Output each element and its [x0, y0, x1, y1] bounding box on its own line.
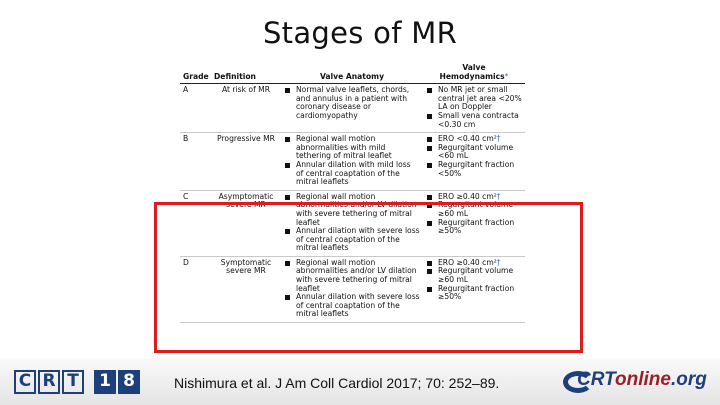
- cell-anatomy: [281, 133, 423, 191]
- cell-hemodynamics: [423, 133, 525, 191]
- bullet-text: Small vena contracta <0.30 cm: [438, 110, 519, 129]
- logo-text-suffix: .org: [670, 369, 707, 390]
- bullet-text: ERO <0.40 cm²: [438, 134, 497, 144]
- bullet-item: [284, 135, 420, 161]
- bullet-text: Annular dilation with severe loss of central coaptation of the mitral leaflets: [296, 292, 420, 319]
- bullet-text: Regurgitant fraction ≥50%: [438, 283, 515, 302]
- crt18-logo: [14, 368, 142, 396]
- highlight-box: [154, 202, 583, 353]
- bullet-text: Normal valve leaflets, chords, and annulus in a patient with coronary disease or cardiomyopathy: [296, 85, 410, 120]
- bullet-item: [426, 144, 522, 161]
- bullet-item: [426, 112, 522, 129]
- header-hemodynamics-line1: Valve: [462, 63, 486, 72]
- bullet-item: [284, 86, 420, 120]
- header-hemodynamics: [423, 64, 525, 84]
- logo-letter: R: [38, 370, 60, 394]
- table-row: [180, 133, 525, 191]
- bullet-text: Regional wall motion abnormalities and/or LV dilation with severe tethering of mitral leaflet: [296, 191, 417, 227]
- bullet-text: Regurgitant volume <60 mL: [438, 142, 514, 161]
- logo-letter: C: [14, 370, 36, 394]
- cell-definition: Progressive MR: [217, 134, 275, 144]
- logo-text-mid: online: [615, 369, 671, 390]
- table-row: [180, 84, 525, 133]
- bullet-text: No MR jet or small central jet area <20% LA on Doppler: [438, 85, 522, 112]
- header-anatomy: Valve Anatomy: [319, 71, 385, 81]
- logo-letter: 1: [94, 370, 116, 394]
- bullet-item: [426, 86, 522, 112]
- crtonline-logo: [563, 367, 707, 395]
- header-grade: Grade: [183, 71, 209, 81]
- bullet-item: [426, 161, 522, 178]
- cell-grade: D: [183, 257, 189, 267]
- bullet-text: Regurgitant fraction ≥50%: [438, 217, 515, 236]
- bullet-text: ERO ≥0.40 cm²: [438, 257, 497, 267]
- header-definition: Definition: [214, 71, 256, 81]
- cell-hemodynamics: [423, 84, 525, 133]
- cell-anatomy: [281, 84, 423, 133]
- logo-text-prefix: CRT: [577, 369, 615, 390]
- cell-grade: B: [183, 134, 189, 144]
- dagger-mark: †: [496, 134, 501, 144]
- bullet-text: Regurgitant fraction <50%: [438, 159, 515, 178]
- header-hemodynamics-line2: Hemodynamics: [439, 71, 505, 81]
- logo-letter: T: [62, 370, 84, 394]
- bullet-text: ERO ≥0.40 cm²: [438, 191, 497, 201]
- bullet-text: Regional wall motion abnormalities and/or LV dilation with severe tethering of mitral leaflet: [296, 257, 417, 293]
- dagger-mark: †: [496, 257, 501, 267]
- slide-title: Stages of MR: [262, 16, 458, 50]
- bullet-text: Regurgitant volume ≥60 mL: [438, 266, 514, 285]
- cell-grade: A: [183, 85, 189, 95]
- bullet-text: Annular dilation with mild loss of central coaptation of the mitral leaflets: [296, 159, 411, 187]
- table-header-row: [180, 64, 525, 84]
- bullet-text: Annular dilation with severe loss of central coaptation of the mitral leaflets: [296, 226, 420, 253]
- header-footnote-mark: *: [504, 71, 509, 81]
- cell-definition: Asymptomatic severe MR: [218, 191, 274, 210]
- cell-definition: At risk of MR: [221, 85, 270, 95]
- logo-letter: 8: [118, 370, 140, 394]
- cell-definition: Symptomatic severe MR: [220, 257, 272, 276]
- footer-bar: [0, 358, 720, 405]
- citation: Nishimura et al. J Am Coll Cardiol 2017; 70: 252–89.: [174, 375, 500, 391]
- bullet-text: Regional wall motion abnormalities with mild tethering of mitral leaflet: [296, 134, 392, 161]
- bullet-item: [284, 161, 420, 187]
- bullet-text: Regurgitant volume ≥60 mL: [438, 200, 514, 218]
- cell-grade: C: [183, 191, 189, 201]
- dagger-mark: †: [496, 191, 501, 201]
